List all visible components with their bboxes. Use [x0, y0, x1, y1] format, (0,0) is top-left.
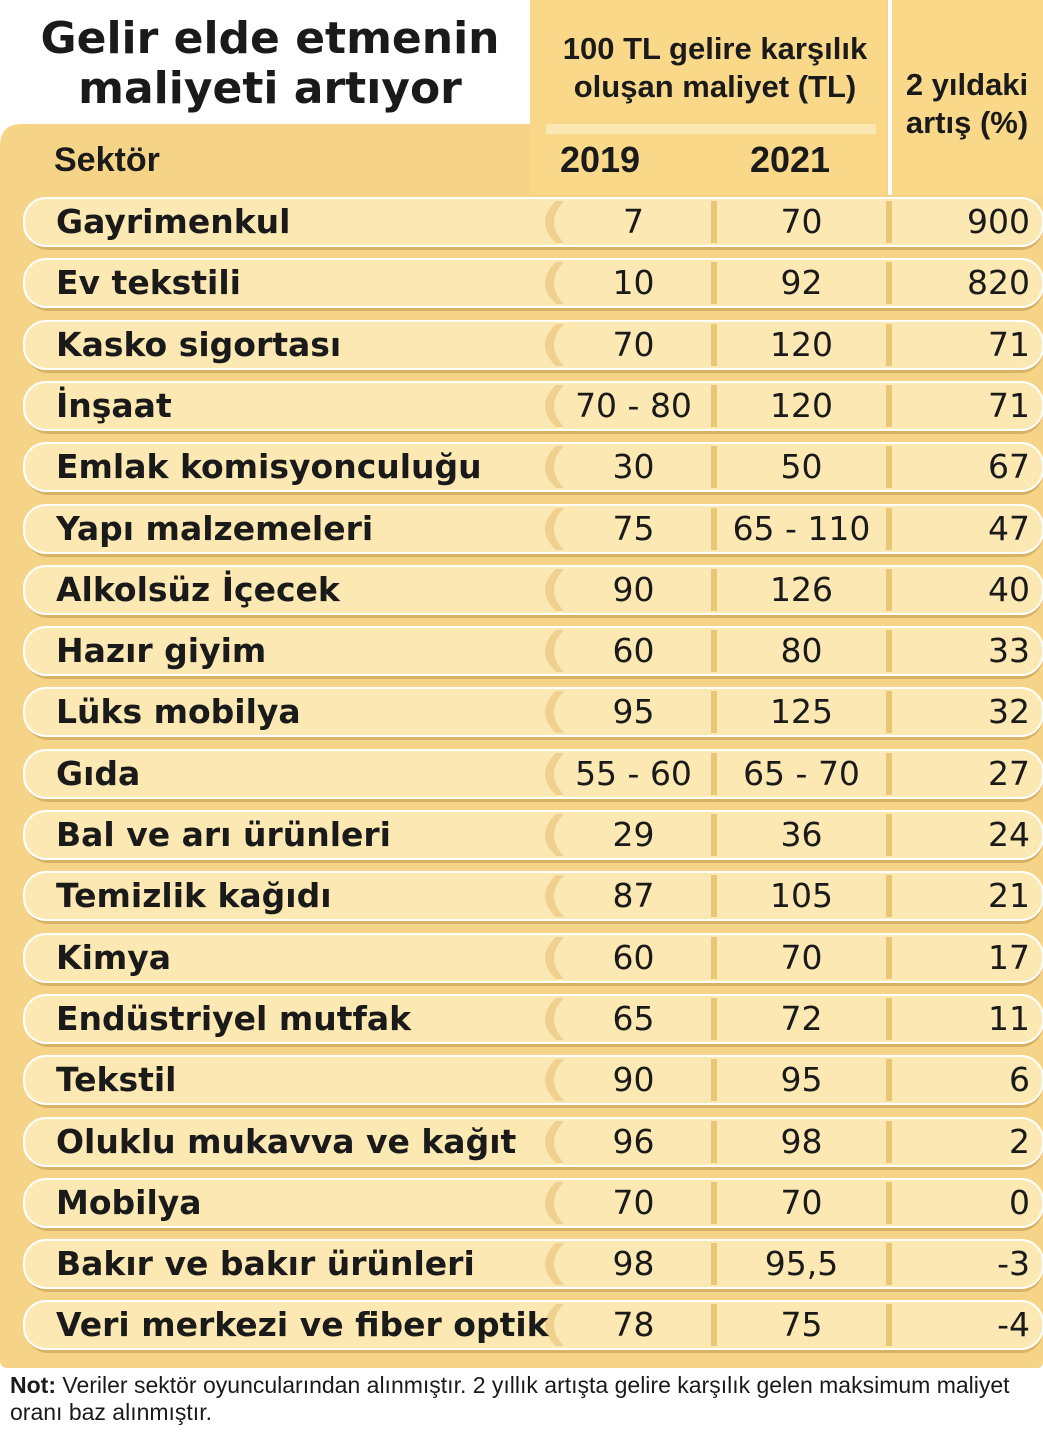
footnote [10, 1372, 1030, 1426]
table-row [0, 995, 1043, 1043]
footnote-label: Not: [10, 1372, 56, 1398]
value-2019: 60 [612, 938, 655, 977]
sector-name: Veri merkezi ve fiber optik [56, 1305, 549, 1344]
sector-name: Kasko sigortası [56, 325, 342, 364]
table-row [0, 321, 1043, 369]
value-2019: 55 - 60 [575, 754, 692, 793]
value-2019: 90 [612, 570, 655, 609]
value-2021: 70 [780, 1183, 823, 1222]
sector-name: Kimya [56, 938, 172, 977]
sector-name: Lüks mobilya [56, 692, 301, 731]
value-2019: 7 [623, 202, 644, 241]
table-row [0, 1301, 1043, 1349]
table-row [0, 872, 1043, 920]
value-2021: 70 [780, 938, 823, 977]
sector-name: Oluklu mukavva ve kağıt [56, 1122, 517, 1161]
value-2021: 105 [770, 876, 833, 915]
header-increase: 2 yıldaki artış (%) [905, 67, 1029, 140]
value-2019: 60 [612, 631, 655, 670]
value-2021: 95,5 [764, 1244, 839, 1283]
value-increase: 11 [988, 999, 1030, 1038]
table-row [0, 627, 1043, 675]
value-2019: 70 [612, 1183, 655, 1222]
sector-name: İnşaat [56, 386, 172, 425]
header-2019: 2019 [559, 139, 641, 180]
group-header-underline [546, 124, 876, 134]
value-2019: 10 [612, 263, 655, 302]
value-increase: 24 [988, 815, 1030, 854]
sector-name: Ev tekstili [56, 263, 241, 302]
table-row [0, 750, 1043, 798]
value-2021: 126 [770, 570, 833, 609]
value-increase: 71 [988, 386, 1030, 425]
group-header-label: 100 TL gelire karşılık oluşan maliyet (TL) [562, 31, 868, 104]
value-2021: 95 [780, 1060, 823, 1099]
header-2021: 2021 [749, 139, 831, 180]
value-2019: 70 [612, 325, 655, 364]
value-increase: 17 [988, 938, 1030, 977]
value-2019: 78 [612, 1305, 655, 1344]
sector-name: Bakır ve bakır ürünleri [56, 1244, 475, 1283]
table-row [0, 198, 1043, 246]
value-increase: 47 [988, 509, 1030, 548]
value-increase: 67 [988, 447, 1030, 486]
value-increase: 2 [1009, 1122, 1030, 1161]
value-2019: 87 [612, 876, 655, 915]
value-2019: 98 [612, 1244, 655, 1283]
value-2019: 29 [612, 815, 655, 854]
value-increase: 71 [988, 325, 1030, 364]
value-2021: 65 - 70 [743, 754, 860, 793]
sector-name: Hazır giyim [56, 631, 267, 670]
value-2021: 50 [780, 447, 823, 486]
sector-name: Mobilya [56, 1183, 202, 1222]
value-increase: 21 [988, 876, 1030, 915]
value-2021: 125 [770, 692, 833, 731]
value-2021: 75 [780, 1305, 823, 1344]
value-increase: -3 [997, 1244, 1030, 1283]
table-row [0, 505, 1043, 553]
sector-name: Temizlik kağıdı [56, 876, 332, 915]
table-row [0, 1056, 1043, 1104]
value-2021: 65 - 110 [732, 509, 871, 548]
value-increase: -4 [997, 1305, 1030, 1344]
value-2019: 75 [612, 509, 655, 548]
footnote-text: Veriler sektör oyuncularından alınmıştır. 2 yıllık artışta gelire karşılık gelen maksimum maliyet oranı baz alınmıştır. [10, 1372, 1010, 1425]
table-row [0, 688, 1043, 736]
value-2021: 36 [780, 815, 823, 854]
value-2019: 96 [612, 1122, 655, 1161]
page-title: Gelir elde etmenin maliyeti artıyor [40, 13, 500, 114]
value-increase: 40 [988, 570, 1030, 609]
header-sector: Sektör [54, 141, 160, 179]
value-increase: 32 [988, 692, 1030, 731]
sector-name: Gayrimenkul [56, 202, 291, 241]
value-increase: 27 [988, 754, 1030, 793]
table-row [0, 443, 1043, 491]
table-row [0, 811, 1043, 859]
value-2019: 90 [612, 1060, 655, 1099]
table-row [0, 566, 1043, 614]
table-row [0, 382, 1043, 430]
sector-name: Bal ve arı ürünleri [56, 815, 391, 854]
value-2019: 30 [612, 447, 655, 486]
value-2021: 98 [780, 1122, 823, 1161]
sector-name: Endüstriyel mutfak [56, 999, 412, 1038]
table-row [0, 1118, 1043, 1166]
value-2021: 92 [780, 263, 823, 302]
table-row [0, 934, 1043, 982]
value-increase: 820 [967, 263, 1030, 302]
value-2021: 72 [780, 999, 823, 1038]
value-increase: 0 [1009, 1183, 1030, 1222]
value-increase: 900 [967, 202, 1030, 241]
sector-name: Tekstil [56, 1060, 177, 1099]
table-row [0, 1240, 1043, 1288]
value-2021: 120 [770, 325, 833, 364]
sector-name: Alkolsüz İçecek [56, 570, 340, 609]
value-2021: 80 [780, 631, 823, 670]
table-row [0, 1179, 1043, 1227]
value-2021: 70 [780, 202, 823, 241]
value-increase: 6 [1009, 1060, 1030, 1099]
value-increase: 33 [988, 631, 1030, 670]
sector-name: Gıda [56, 754, 141, 793]
value-2019: 65 [612, 999, 655, 1038]
sector-name: Yapı malzemeleri [56, 509, 374, 548]
table-row [0, 259, 1043, 307]
value-2019: 95 [612, 692, 655, 731]
value-2019: 70 - 80 [575, 386, 692, 425]
value-2021: 120 [770, 386, 833, 425]
sector-name: Emlak komisyonculuğu [56, 447, 482, 486]
